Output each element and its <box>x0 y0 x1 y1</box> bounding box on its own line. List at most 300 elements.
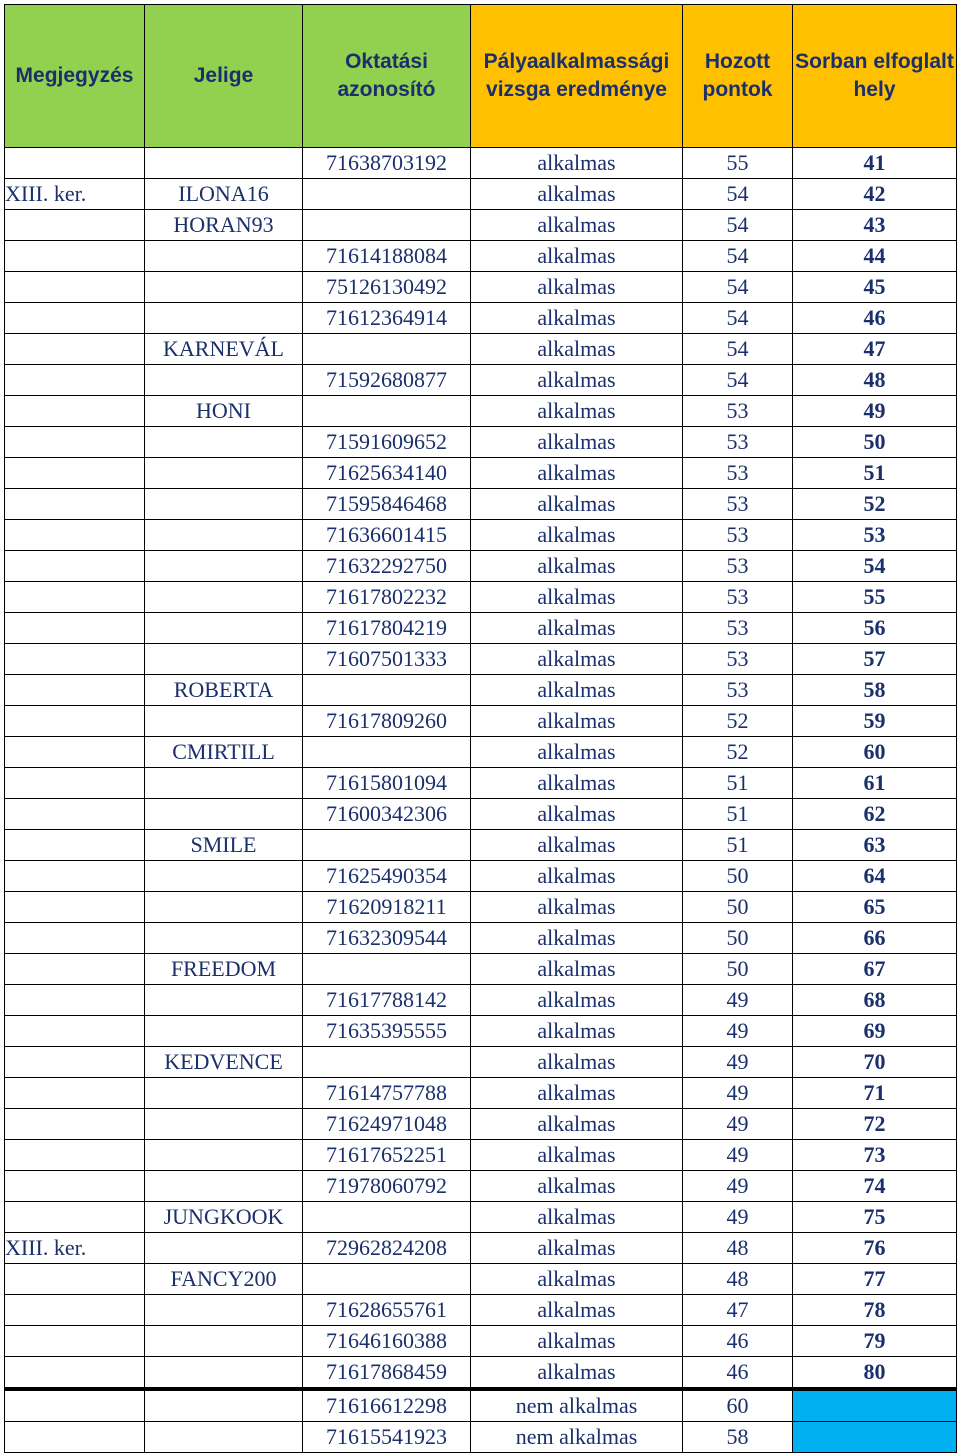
table-row <box>5 365 957 396</box>
cell-code <box>145 985 303 1016</box>
cell-id: 71614757788 <box>303 1078 471 1109</box>
cell-code <box>145 1109 303 1140</box>
cell-id: 71617868459 <box>303 1357 471 1390</box>
cell-note <box>5 489 145 520</box>
cell-rank: 70 <box>793 1047 957 1078</box>
cell-note <box>5 1295 145 1326</box>
cell-rank: 48 <box>793 365 957 396</box>
cell-note: XIII. ker. <box>5 1233 145 1264</box>
table-row <box>5 1016 957 1047</box>
cell-result: alkalmas <box>471 644 683 675</box>
cell-id <box>303 179 471 210</box>
cell-code <box>145 1140 303 1171</box>
cell-rank: 62 <box>793 799 957 830</box>
table-row <box>5 1357 957 1390</box>
cell-points: 53 <box>683 458 793 489</box>
table-row <box>5 985 957 1016</box>
cell-rank: 78 <box>793 1295 957 1326</box>
cell-result: alkalmas <box>471 768 683 799</box>
cell-rank <box>793 1389 957 1422</box>
cell-result: alkalmas <box>471 1357 683 1390</box>
cell-rank: 44 <box>793 241 957 272</box>
cell-code: SMILE <box>145 830 303 861</box>
cell-id: 71617652251 <box>303 1140 471 1171</box>
cell-points: 50 <box>683 892 793 923</box>
table-row <box>5 799 957 830</box>
cell-points: 53 <box>683 644 793 675</box>
cell-points: 51 <box>683 768 793 799</box>
cell-result: alkalmas <box>471 396 683 427</box>
cell-result: alkalmas <box>471 1295 683 1326</box>
header-code: Jelige <box>145 5 303 148</box>
cell-points: 54 <box>683 179 793 210</box>
cell-code: CMIRTILL <box>145 737 303 768</box>
cell-result: alkalmas <box>471 551 683 582</box>
cell-code <box>145 861 303 892</box>
cell-result: alkalmas <box>471 737 683 768</box>
cell-rank: 61 <box>793 768 957 799</box>
table-row <box>5 1295 957 1326</box>
cell-note <box>5 520 145 551</box>
cell-code <box>145 1233 303 1264</box>
cell-points: 54 <box>683 303 793 334</box>
table-row <box>5 1326 957 1357</box>
cell-rank: 56 <box>793 613 957 644</box>
cell-code <box>145 272 303 303</box>
cell-id: 71617802232 <box>303 582 471 613</box>
cell-points: 50 <box>683 923 793 954</box>
cell-points: 53 <box>683 520 793 551</box>
cell-code <box>145 551 303 582</box>
cell-code <box>145 1326 303 1357</box>
cell-id: 71615801094 <box>303 768 471 799</box>
cell-note <box>5 272 145 303</box>
cell-note <box>5 396 145 427</box>
cell-id: 71620918211 <box>303 892 471 923</box>
cell-id: 71612364914 <box>303 303 471 334</box>
table-row <box>5 737 957 768</box>
cell-points: 51 <box>683 830 793 861</box>
cell-id: 71616612298 <box>303 1389 471 1422</box>
cell-points: 58 <box>683 1422 793 1453</box>
header-rank: Sorban elfoglalt hely <box>793 5 957 148</box>
cell-note <box>5 675 145 706</box>
cell-code: FREEDOM <box>145 954 303 985</box>
cell-note <box>5 210 145 241</box>
table-row <box>5 644 957 675</box>
cell-result: alkalmas <box>471 1140 683 1171</box>
cell-points: 52 <box>683 737 793 768</box>
table-row <box>5 1109 957 1140</box>
cell-code <box>145 923 303 954</box>
cell-note <box>5 582 145 613</box>
cell-code <box>145 644 303 675</box>
cell-code <box>145 489 303 520</box>
cell-rank: 72 <box>793 1109 957 1140</box>
cell-result: alkalmas <box>471 1202 683 1233</box>
cell-points: 46 <box>683 1357 793 1390</box>
cell-result: alkalmas <box>471 241 683 272</box>
cell-code <box>145 1389 303 1422</box>
cell-rank: 55 <box>793 582 957 613</box>
cell-note <box>5 148 145 179</box>
cell-note <box>5 768 145 799</box>
cell-result: alkalmas <box>471 706 683 737</box>
cell-rank: 65 <box>793 892 957 923</box>
cell-id: 71617809260 <box>303 706 471 737</box>
cell-note <box>5 737 145 768</box>
table-row <box>5 861 957 892</box>
table-row <box>5 830 957 861</box>
cell-note <box>5 861 145 892</box>
cell-note <box>5 706 145 737</box>
cell-rank: 49 <box>793 396 957 427</box>
cell-id: 71600342306 <box>303 799 471 830</box>
cell-rank: 63 <box>793 830 957 861</box>
cell-points: 54 <box>683 365 793 396</box>
table-row <box>5 489 957 520</box>
cell-note <box>5 1078 145 1109</box>
header-points: Hozott pontok <box>683 5 793 148</box>
cell-result: alkalmas <box>471 799 683 830</box>
cell-code <box>145 458 303 489</box>
cell-code <box>145 1357 303 1390</box>
cell-note <box>5 1264 145 1295</box>
cell-rank: 51 <box>793 458 957 489</box>
cell-result: alkalmas <box>471 675 683 706</box>
cell-id <box>303 396 471 427</box>
table-row <box>5 675 957 706</box>
cell-id: 71625490354 <box>303 861 471 892</box>
cell-points: 53 <box>683 582 793 613</box>
table-row <box>5 427 957 458</box>
cell-code <box>145 706 303 737</box>
table-row <box>5 272 957 303</box>
cell-id: 71646160388 <box>303 1326 471 1357</box>
cell-note <box>5 427 145 458</box>
cell-note <box>5 458 145 489</box>
cell-rank: 79 <box>793 1326 957 1357</box>
cell-points: 53 <box>683 613 793 644</box>
cell-result: alkalmas <box>471 520 683 551</box>
cell-rank: 43 <box>793 210 957 241</box>
cell-id: 71607501333 <box>303 644 471 675</box>
cell-result: alkalmas <box>471 1326 683 1357</box>
cell-rank: 60 <box>793 737 957 768</box>
cell-id: 71628655761 <box>303 1295 471 1326</box>
cell-code <box>145 1295 303 1326</box>
cell-rank: 71 <box>793 1078 957 1109</box>
cell-id: 72962824208 <box>303 1233 471 1264</box>
ranked-rows <box>5 148 957 1390</box>
cell-code: ROBERTA <box>145 675 303 706</box>
cell-code <box>145 520 303 551</box>
cell-points: 55 <box>683 148 793 179</box>
cell-rank: 53 <box>793 520 957 551</box>
cell-note <box>5 923 145 954</box>
cell-note <box>5 954 145 985</box>
table-row <box>5 954 957 985</box>
cell-points: 60 <box>683 1389 793 1422</box>
cell-rank: 76 <box>793 1233 957 1264</box>
table-row <box>5 1202 957 1233</box>
cell-points: 53 <box>683 427 793 458</box>
cell-result: alkalmas <box>471 582 683 613</box>
cell-result: alkalmas <box>471 985 683 1016</box>
cell-id <box>303 737 471 768</box>
cell-points: 49 <box>683 1171 793 1202</box>
cell-rank: 80 <box>793 1357 957 1390</box>
table-row <box>5 768 957 799</box>
cell-points: 53 <box>683 396 793 427</box>
cell-note <box>5 334 145 365</box>
cell-result: alkalmas <box>471 1171 683 1202</box>
cell-points: 54 <box>683 210 793 241</box>
cell-note <box>5 1326 145 1357</box>
table-row <box>5 892 957 923</box>
cell-rank: 58 <box>793 675 957 706</box>
cell-result: alkalmas <box>471 334 683 365</box>
cell-code <box>145 1016 303 1047</box>
cell-id: 71632309544 <box>303 923 471 954</box>
cell-points: 49 <box>683 1078 793 1109</box>
cell-note <box>5 1389 145 1422</box>
table-row <box>5 1140 957 1171</box>
cell-rank: 41 <box>793 148 957 179</box>
cell-points: 49 <box>683 1140 793 1171</box>
cell-id: 71624971048 <box>303 1109 471 1140</box>
cell-code <box>145 148 303 179</box>
cell-id <box>303 1264 471 1295</box>
cell-result: alkalmas <box>471 458 683 489</box>
cell-result: alkalmas <box>471 148 683 179</box>
cell-points: 52 <box>683 706 793 737</box>
cell-id <box>303 675 471 706</box>
cell-id: 71595846468 <box>303 489 471 520</box>
cell-rank: 73 <box>793 1140 957 1171</box>
cell-code <box>145 768 303 799</box>
table-row <box>5 241 957 272</box>
cell-id: 71614188084 <box>303 241 471 272</box>
cell-rank: 64 <box>793 861 957 892</box>
cell-rank: 47 <box>793 334 957 365</box>
cell-note <box>5 1171 145 1202</box>
cell-result: alkalmas <box>471 1109 683 1140</box>
cell-code: JUNGKOOK <box>145 1202 303 1233</box>
table-row <box>5 582 957 613</box>
unranked-row <box>5 1389 957 1422</box>
cell-result: alkalmas <box>471 954 683 985</box>
cell-note <box>5 1202 145 1233</box>
cell-id <box>303 334 471 365</box>
table-row <box>5 396 957 427</box>
cell-rank: 45 <box>793 272 957 303</box>
cell-id: 71617804219 <box>303 613 471 644</box>
cell-result: nem alkalmas <box>471 1389 683 1422</box>
cell-result: alkalmas <box>471 272 683 303</box>
cell-points: 50 <box>683 954 793 985</box>
cell-points: 49 <box>683 1047 793 1078</box>
cell-note <box>5 830 145 861</box>
cell-code <box>145 241 303 272</box>
cell-points: 54 <box>683 272 793 303</box>
cell-rank <box>793 1422 957 1453</box>
cell-points: 53 <box>683 675 793 706</box>
cell-code <box>145 799 303 830</box>
cell-note <box>5 1047 145 1078</box>
cell-id: 71635395555 <box>303 1016 471 1047</box>
cell-result: alkalmas <box>471 923 683 954</box>
results-table <box>4 4 957 1453</box>
cell-result: alkalmas <box>471 1264 683 1295</box>
table-row <box>5 1047 957 1078</box>
cell-code: FANCY200 <box>145 1264 303 1295</box>
table-row <box>5 458 957 489</box>
table-row <box>5 148 957 179</box>
cell-note <box>5 1422 145 1453</box>
cell-rank: 57 <box>793 644 957 675</box>
cell-result: alkalmas <box>471 303 683 334</box>
cell-id: 75126130492 <box>303 272 471 303</box>
cell-code <box>145 892 303 923</box>
cell-note <box>5 799 145 830</box>
cell-points: 48 <box>683 1264 793 1295</box>
cell-rank: 46 <box>793 303 957 334</box>
table-row <box>5 520 957 551</box>
cell-rank: 54 <box>793 551 957 582</box>
cell-id <box>303 210 471 241</box>
table-row <box>5 1078 957 1109</box>
cell-note <box>5 613 145 644</box>
cell-note <box>5 241 145 272</box>
cell-rank: 69 <box>793 1016 957 1047</box>
cell-result: alkalmas <box>471 1047 683 1078</box>
cell-result: alkalmas <box>471 1078 683 1109</box>
cell-id: 71591609652 <box>303 427 471 458</box>
cell-id <box>303 830 471 861</box>
cell-rank: 68 <box>793 985 957 1016</box>
cell-note <box>5 303 145 334</box>
table-row <box>5 923 957 954</box>
cell-rank: 52 <box>793 489 957 520</box>
table-row <box>5 334 957 365</box>
cell-rank: 67 <box>793 954 957 985</box>
cell-points: 54 <box>683 241 793 272</box>
cell-note <box>5 644 145 675</box>
cell-points: 49 <box>683 1202 793 1233</box>
cell-id: 71638703192 <box>303 148 471 179</box>
cell-rank: 75 <box>793 1202 957 1233</box>
cell-points: 46 <box>683 1326 793 1357</box>
table-row <box>5 1171 957 1202</box>
table-row <box>5 1233 957 1264</box>
table-row <box>5 179 957 210</box>
cell-result: alkalmas <box>471 210 683 241</box>
cell-note <box>5 985 145 1016</box>
cell-id: 71592680877 <box>303 365 471 396</box>
cell-id: 71617788142 <box>303 985 471 1016</box>
cell-points: 47 <box>683 1295 793 1326</box>
cell-result: alkalmas <box>471 892 683 923</box>
cell-points: 53 <box>683 551 793 582</box>
cell-rank: 74 <box>793 1171 957 1202</box>
table-row <box>5 1264 957 1295</box>
cell-rank: 77 <box>793 1264 957 1295</box>
cell-result: alkalmas <box>471 830 683 861</box>
cell-rank: 66 <box>793 923 957 954</box>
cell-code: ILONA16 <box>145 179 303 210</box>
cell-result: alkalmas <box>471 427 683 458</box>
table-row <box>5 210 957 241</box>
cell-code <box>145 613 303 644</box>
table-row <box>5 303 957 334</box>
cell-id: 71636601415 <box>303 520 471 551</box>
cell-note <box>5 365 145 396</box>
table-row <box>5 613 957 644</box>
cell-result: alkalmas <box>471 489 683 520</box>
cell-code <box>145 303 303 334</box>
cell-id: 71625634140 <box>303 458 471 489</box>
cell-code: KARNEVÁL <box>145 334 303 365</box>
cell-id: 71632292750 <box>303 551 471 582</box>
cell-note <box>5 1016 145 1047</box>
cell-points: 50 <box>683 861 793 892</box>
cell-note <box>5 1357 145 1390</box>
cell-note <box>5 892 145 923</box>
cell-code: KEDVENCE <box>145 1047 303 1078</box>
unranked-row <box>5 1422 957 1453</box>
cell-rank: 59 <box>793 706 957 737</box>
cell-code <box>145 427 303 458</box>
cell-code <box>145 582 303 613</box>
cell-result: alkalmas <box>471 613 683 644</box>
cell-code: HORAN93 <box>145 210 303 241</box>
cell-id: 71978060792 <box>303 1171 471 1202</box>
cell-id <box>303 1202 471 1233</box>
cell-result: alkalmas <box>471 861 683 892</box>
cell-result: alkalmas <box>471 1233 683 1264</box>
cell-code <box>145 1078 303 1109</box>
cell-points: 49 <box>683 985 793 1016</box>
cell-code: HONI <box>145 396 303 427</box>
header-result: Pályaalkalmassági vizsga eredménye <box>471 5 683 148</box>
cell-points: 48 <box>683 1233 793 1264</box>
header-id: Oktatási azonosító <box>303 5 471 148</box>
cell-points: 49 <box>683 1016 793 1047</box>
cell-note <box>5 551 145 582</box>
table-row <box>5 706 957 737</box>
cell-points: 49 <box>683 1109 793 1140</box>
cell-note <box>5 1140 145 1171</box>
unranked-rows <box>5 1389 957 1453</box>
cell-result: alkalmas <box>471 365 683 396</box>
cell-id: 71615541923 <box>303 1422 471 1453</box>
cell-result: alkalmas <box>471 179 683 210</box>
cell-rank: 42 <box>793 179 957 210</box>
cell-id <box>303 954 471 985</box>
cell-id <box>303 1047 471 1078</box>
cell-code <box>145 1171 303 1202</box>
cell-code <box>145 365 303 396</box>
cell-code <box>145 1422 303 1453</box>
cell-note <box>5 1109 145 1140</box>
cell-rank: 50 <box>793 427 957 458</box>
table-row <box>5 551 957 582</box>
header-row <box>5 5 957 148</box>
cell-points: 51 <box>683 799 793 830</box>
cell-result: alkalmas <box>471 1016 683 1047</box>
header-note: Megjegyzés <box>5 5 145 148</box>
